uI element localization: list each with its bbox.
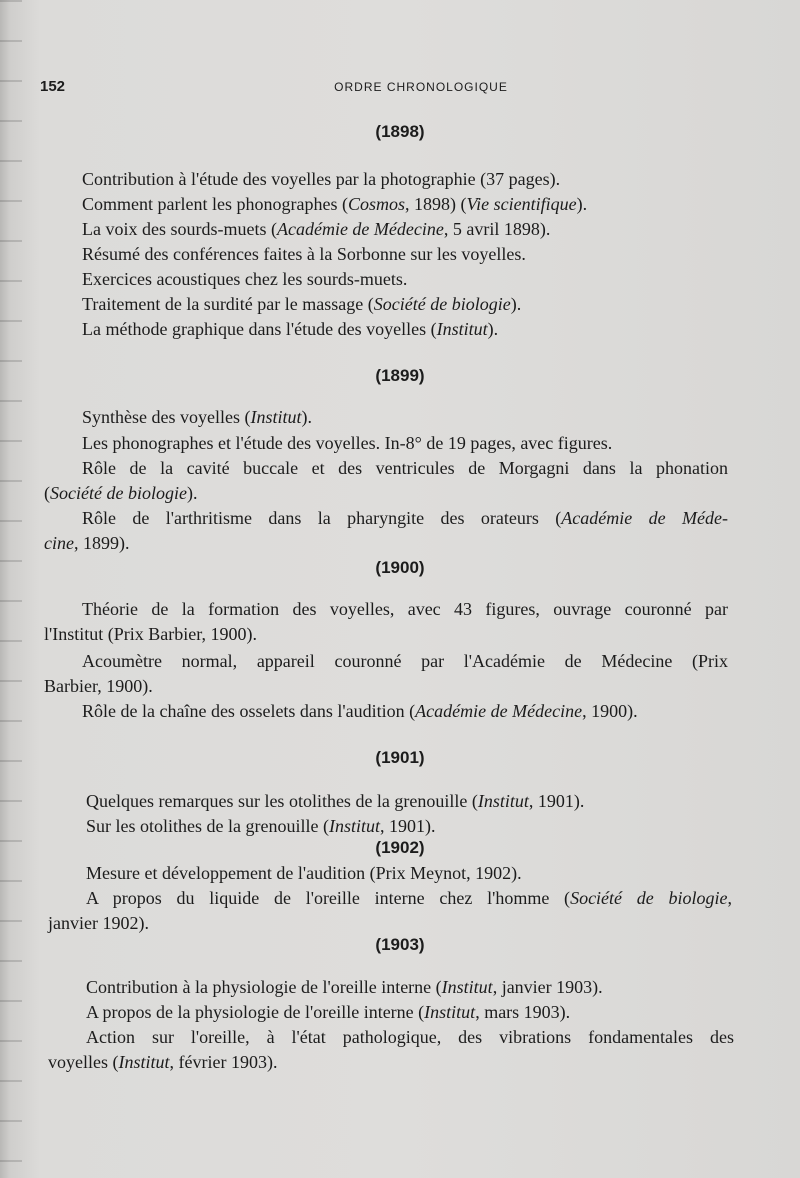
entry-1898-5: Exercices acoustiques chez les sourds-muets.	[82, 269, 408, 289]
entry-1900-2-line1: Acoumètre normal, appareil couronné par l'Académie de Médecine (Prix	[82, 651, 728, 671]
entry-1903-2: A propos de la physiologie de l'oreille interne (Institut, mars 1903).	[86, 1002, 571, 1022]
year-heading-1899: (1899)	[375, 366, 425, 385]
year-heading-1902: (1902)	[375, 838, 425, 857]
entry-1899-4-line2: cine, 1899).	[44, 533, 130, 553]
entry-1900-2-line2: Barbier, 1900).	[44, 676, 153, 696]
entry-1898-7: La méthode graphique dans l'étude des voyelles (Institut).	[82, 319, 499, 339]
entry-1900-3: Rôle de la chaîne des osselets dans l'audition (Académie de Médecine, 1900).	[82, 701, 638, 721]
entry-1900-1-line2: l'Institut (Prix Barbier, 1900).	[44, 624, 257, 644]
year-heading-1903: (1903)	[375, 935, 425, 954]
entry-1899-1: Synthèse des voyelles (Institut).	[82, 407, 312, 427]
entry-1898-4: Résumé des conférences faites à la Sorbonne sur les voyelles.	[82, 244, 526, 264]
entry-1903-3-line2: voyelles (Institut, février 1903).	[48, 1052, 278, 1072]
entry-1903-3-line1: Action sur l'oreille, à l'état pathologique, des vibrations fondamentales des	[86, 1027, 734, 1047]
year-heading-1900: (1900)	[375, 558, 425, 577]
year-heading-1901: (1901)	[375, 748, 425, 767]
page-binding-edge	[0, 0, 22, 1178]
entry-1902-2-line1: A propos du liquide de l'oreille interne chez l'homme (Société de biologie,	[86, 888, 732, 908]
entry-1901-2: Sur les otolithes de la grenouille (Institut, 1901).	[86, 816, 436, 836]
year-heading-1898: (1898)	[375, 122, 425, 141]
entry-1903-1: Contribution à la physiologie de l'oreille interne (Institut, janvier 1903).	[86, 977, 603, 997]
page-number: 152	[40, 78, 66, 95]
entry-1902-2-line2: janvier 1902).	[48, 913, 149, 933]
entry-1899-4-line1: Rôle de l'arthritisme dans la pharyngite des orateurs (Académie de Méde-	[82, 508, 728, 528]
entry-1899-2: Les phonographes et l'étude des voyelles. In-8° de 19 pages, avec figures.	[82, 433, 613, 453]
entry-1898-6: Traitement de la surdité par le massage (Société de biologie).	[82, 294, 522, 314]
entry-1901-1: Quelques remarques sur les otolithes de la grenouille (Institut, 1901).	[86, 791, 585, 811]
entry-1899-3-line1: Rôle de la cavité buccale et des ventricules de Morgagni dans la phonation	[82, 458, 728, 478]
running-title: ORDRE CHRONOLOGIQUE	[334, 80, 508, 94]
running-header	[32, 78, 760, 98]
entry-1899-3-line2: (Société de biologie).	[44, 483, 198, 503]
entry-1898-1: Contribution à l'étude des voyelles par la photographie (37 pages).	[82, 169, 561, 189]
entry-1898-3: La voix des sourds-muets (Académie de Médecine, 5 avril 1898).	[82, 219, 551, 239]
entry-1898-2: Comment parlent les phonographes (Cosmos, 1898) (Vie scientifique).	[82, 194, 588, 214]
entry-1902-1: Mesure et développement de l'audition (Prix Meynot, 1902).	[86, 863, 522, 883]
entry-1900-1-line1: Théorie de la formation des voyelles, avec 43 figures, ouvrage couronné par	[82, 599, 728, 619]
